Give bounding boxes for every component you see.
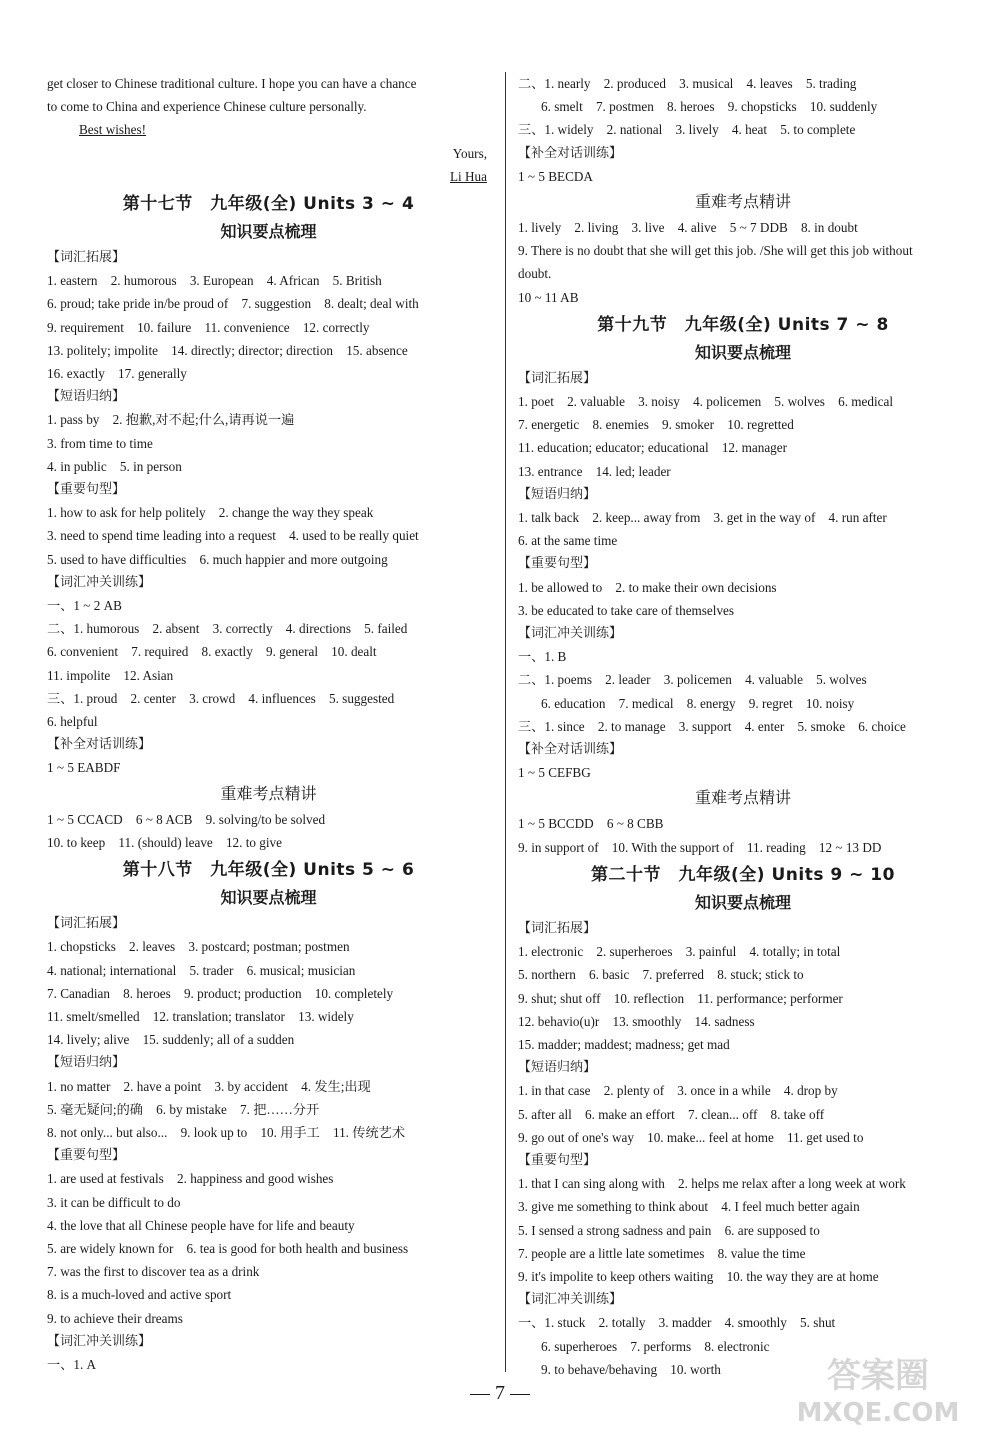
answer-line: 7. energetic 8. enemies 9. smoker 10. regretted	[518, 417, 794, 433]
section-20-subtitle: 知识要点梳理	[694, 892, 791, 912]
answer-line: 一、1. A	[47, 1356, 97, 1372]
answer-line: 3. need to spend time leading into a request 4. used to be really quiet	[47, 528, 419, 544]
answer-line: 1. in that case 2. plenty of 3. once in a while 4. drop by	[518, 1083, 838, 1099]
answer-line: 13. entrance 14. led; leader	[518, 463, 671, 479]
answer-line: 3. give me something to think about 4. I feel much better again	[518, 1199, 860, 1215]
dialog-tag: 【补全对话训练】	[518, 742, 623, 758]
watermark-en: MXQE.COM	[796, 1398, 960, 1428]
letter-line: get closer to Chinese traditional culture. I hope you can have a chance	[47, 76, 417, 91]
phrase-tag: 【短语归纳】	[518, 486, 597, 502]
answer-line: 7. people are a little late sometimes 8. value the time	[518, 1245, 806, 1261]
drill-tag: 【词汇冲关训练】	[47, 574, 152, 590]
answer-line: 1. eastern 2. humorous 3. European 4. African 5. British	[47, 273, 382, 289]
answer-line: 3. be educated to take care of themselves	[518, 602, 735, 618]
answer-line: 7. was the first to discover tea as a drink	[47, 1264, 260, 1280]
letter-name: Li Hua	[450, 168, 487, 184]
answer-line: 1. lively 2. living 3. live 4. alive 5 ~ 7 DDB 8. in doubt	[518, 220, 858, 236]
answer-line: 10 ~ 11 AB	[518, 289, 579, 305]
answer-line: 4. in public 5. in person	[47, 458, 182, 474]
answer-line: 8. is a much-loved and active sport	[47, 1287, 232, 1303]
phrase-tag: 【短语归纳】	[47, 389, 126, 405]
watermark-cn: 答案圈	[827, 1356, 929, 1396]
right-column	[518, 72, 968, 1381]
answer-line: 1. how to ask for help politely 2. change the way they speak	[47, 505, 374, 521]
dialog-tag: 【补全对话训练】	[518, 145, 623, 161]
answer-line: 11. impolite 12. Asian	[47, 667, 174, 683]
phrase-tag: 【短语归纳】	[47, 1055, 126, 1071]
key-points-subtitle: 重难考点精讲	[220, 783, 317, 803]
answer-line: 1. talk back 2. keep... away from 3. get in the way of 4. run after	[518, 510, 887, 526]
answer-line: 9. to behave/behaving 10. worth	[541, 1361, 721, 1377]
answer-line: 二、1. nearly 2. produced 3. musical 4. leaves 5. trading	[518, 76, 857, 91]
answer-line: 1. chopsticks 2. leaves 3. postcard; postman; postmen	[47, 939, 350, 955]
answer-line: 9. go out of one's way 10. make... feel at home 11. get used to	[518, 1129, 864, 1145]
answer-line: 3. from time to time	[47, 435, 153, 451]
answer-line: 6. convenient 7. required 8. exactly 9. general 10. dealt	[47, 644, 377, 660]
key-points-subtitle: 重难考点精讲	[694, 192, 791, 212]
sentence-tag: 【重要句型】	[47, 482, 126, 498]
answer-line: 15. madder; maddest; madness; get mad	[518, 1036, 730, 1052]
phrase-tag: 【短语归纳】	[518, 1060, 597, 1076]
answer-line: 12. behavio(u)r 13. smoothly 14. sadness	[518, 1013, 755, 1029]
answer-line: 6. at the same time	[518, 533, 618, 549]
answer-line: 6. education 7. medical 8. energy 9. regret 10. noisy	[541, 695, 855, 711]
drill-tag: 【词汇冲关训练】	[518, 626, 623, 642]
answer-line: 一、1. stuck 2. totally 3. madder 4. smoothly 5. shut	[518, 1315, 836, 1331]
answer-line: 6. proud; take pride in/be proud of 7. suggestion 8. dealt; deal with	[47, 296, 419, 312]
answer-line: 8. not only... but also... 9. look up to 10. 用手工 11. 传统艺术	[47, 1124, 406, 1140]
answer-line: 二、1. humorous 2. absent 3. correctly 4. directions 5. failed	[47, 621, 408, 637]
answer-line: 16. exactly 17. generally	[47, 366, 187, 382]
answer-line: 1. electronic 2. superheroes 3. painful 4. totally; in total	[518, 944, 841, 960]
sentence-tag: 【重要句型】	[47, 1148, 126, 1164]
answer-line: 1. poet 2. valuable 3. noisy 4. policemen 5. wolves 6. medical	[518, 394, 894, 410]
left-column	[47, 72, 490, 1376]
answer-line: 一、1 ~ 2 AB	[47, 598, 122, 614]
answer-line: 5. after all 6. make an effort 7. clean... off 8. take off	[518, 1106, 825, 1122]
sentence-tag: 【重要句型】	[518, 1152, 597, 1168]
section-17-subtitle: 知识要点梳理	[220, 222, 317, 242]
section-20-title: 第二十节 九年级(全) Units 9 ~ 10	[591, 864, 895, 885]
answer-line: 三、1. proud 2. center 3. crowd 4. influences 5. suggested	[47, 690, 395, 706]
answer-line: 1. be allowed to 2. to make their own decisions	[518, 579, 777, 595]
answer-line: 7. Canadian 8. heroes 9. product; production 10. completely	[47, 985, 394, 1001]
sentence-tag: 【重要句型】	[518, 556, 597, 572]
answer-line: 4. the love that all Chinese people have for life and beauty	[47, 1217, 355, 1233]
answer-line: 5. northern 6. basic 7. preferred 8. stuck; stick to	[518, 967, 804, 983]
answer-line: doubt.	[518, 266, 552, 282]
letter-line: to come to China and experience Chinese culture personally.	[47, 99, 367, 115]
answer-line: 11. smelt/smelled 12. translation; translator 13. widely	[47, 1008, 354, 1024]
drill-tag: 【词汇冲关训练】	[518, 1292, 623, 1308]
answer-line: 14. lively; alive 15. suddenly; all of a sudden	[47, 1032, 295, 1048]
answer-line: 二、1. poems 2. leader 3. policemen 4. valuable 5. wolves	[518, 672, 867, 688]
answer-line: 5. 毫无疑问;的确 6. by mistake 7. 把……分开	[47, 1101, 320, 1117]
answer-line: 1 ~ 5 CEFBG	[518, 765, 591, 781]
answer-line: 5. I sensed a strong sadness and pain 6. are supposed to	[518, 1222, 820, 1238]
answer-line: 5. used to have difficulties 6. much happier and more outgoing	[47, 551, 388, 567]
answer-line: 1 ~ 5 CCACD 6 ~ 8 ACB 9. solving/to be solved	[47, 811, 326, 827]
answer-line: 1. that I can sing along with 2. helps me relax after a long week at work	[518, 1176, 906, 1192]
answer-line: 4. national; international 5. trader 6. musical; musician	[47, 962, 356, 978]
answer-line: 13. politely; impolite 14. directly; director; direction 15. absence	[47, 342, 408, 358]
section-18-title: 第十八节 九年级(全) Units 5 ~ 6	[122, 860, 415, 881]
dialog-tag: 【补全对话训练】	[47, 737, 152, 753]
page-number: — 7 —	[470, 1382, 530, 1404]
answer-line: 9. it's impolite to keep others waiting 10. the way they are at home	[518, 1268, 879, 1284]
section-19-subtitle: 知识要点梳理	[694, 342, 791, 362]
section-18-subtitle: 知识要点梳理	[220, 888, 317, 908]
answer-line: 6. smelt 7. postmen 8. heroes 9. chopsticks 10. suddenly	[541, 99, 878, 115]
letter-signoff: Yours,	[452, 145, 487, 161]
answer-line: 3. it can be difficult to do	[47, 1194, 181, 1210]
vocab-tag: 【词汇拓展】	[518, 370, 597, 386]
answer-line: 1. no matter 2. have a point 3. by accident 4. 发生;出现	[47, 1078, 371, 1094]
answer-line: 6. superheroes 7. performs 8. electronic	[541, 1338, 770, 1354]
drill-tag: 【词汇冲关训练】	[47, 1333, 152, 1349]
answer-line: 9. in support of 10. With the support of 11. reading 12 ~ 13 DD	[518, 839, 882, 855]
section-17-title: 第十七节 九年级(全) Units 3 ~ 4	[122, 194, 415, 215]
answer-line: 9. There is no doubt that she will get this job. /She will get this job without	[518, 243, 913, 259]
key-points-subtitle: 重难考点精讲	[694, 788, 791, 808]
answer-line: 6. helpful	[47, 714, 98, 730]
section-19-title: 第十九节 九年级(全) Units 7 ~ 8	[597, 314, 889, 335]
answer-line: 一、1. B	[518, 649, 567, 665]
vocab-tag: 【词汇拓展】	[518, 920, 597, 936]
watermark-logo	[768, 1343, 988, 1431]
vocab-tag: 【词汇拓展】	[47, 250, 126, 266]
answer-line: 1. pass by 2. 抱歉,对不起;什么,请再说一遍	[47, 412, 295, 428]
answer-line: 三、1. widely 2. national 3. lively 4. heat 5. to complete	[518, 122, 856, 138]
answer-line: 9. shut; shut off 10. reflection 11. performance; performer	[518, 990, 843, 1006]
answer-line: 1 ~ 5 EABDF	[47, 760, 121, 776]
answer-line: 三、1. since 2. to manage 3. support 4. enter 5. smoke 6. choice	[518, 718, 906, 734]
answer-line: 9. requirement 10. failure 11. convenience 12. correctly	[47, 319, 370, 335]
answer-line: 10. to keep 11. (should) leave 12. to give	[47, 834, 283, 850]
answer-line: 1 ~ 5 BECDA	[518, 168, 593, 184]
answer-line: 9. to achieve their dreams	[47, 1310, 183, 1326]
answer-line: 1 ~ 5 BCCDD 6 ~ 8 CBB	[518, 816, 664, 832]
answer-line: 11. education; educator; educational 12. manager	[518, 440, 788, 456]
letter-closing: Best wishes!	[79, 122, 147, 138]
column-divider	[505, 72, 506, 1372]
vocab-tag: 【词汇拓展】	[47, 916, 126, 932]
answer-line: 1. are used at festivals 2. happiness and good wishes	[47, 1171, 334, 1187]
answer-line: 5. are widely known for 6. tea is good for both health and business	[47, 1240, 409, 1256]
